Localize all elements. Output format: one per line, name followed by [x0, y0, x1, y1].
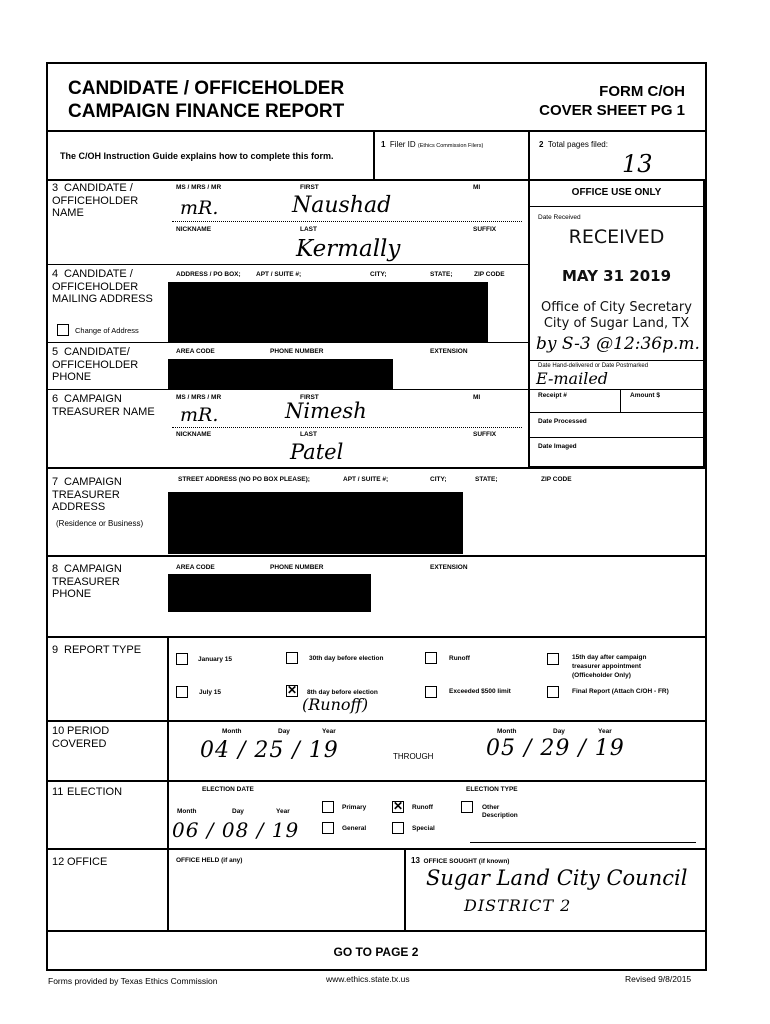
report-january-15-checkbox[interactable]	[176, 653, 188, 665]
election-primary-checkbox[interactable]	[322, 801, 334, 813]
office-held-label: OFFICE HELD (if any)	[176, 857, 243, 864]
section-11-label	[52, 786, 122, 799]
s6-nickname-label: NICKNAME	[176, 431, 212, 438]
redacted-treasurer-phone	[168, 574, 371, 612]
instruction-text: The C/OH Instruction Guide explains how to complete this form.	[60, 151, 334, 161]
redacted-treasurer-address	[168, 492, 463, 554]
cover-sheet-label: COVER SHEET PG 1	[539, 102, 685, 119]
report-july-15-checkbox[interactable]	[176, 686, 188, 698]
report-final-label: Final Report (Attach C/OH - FR)	[572, 688, 669, 695]
section-12-num: 12	[52, 856, 65, 868]
total-pages-num: 2	[539, 140, 544, 149]
section-13-num: 13	[411, 856, 420, 865]
s10-from-month-label: Month	[222, 728, 242, 735]
office-sought-label	[411, 856, 509, 865]
report-15th-day-line3: (Officeholder Only)	[572, 672, 631, 679]
report-8th-day-label: 8th day before election	[307, 689, 378, 696]
s10-from-day-label: Day	[278, 728, 290, 735]
election-special-checkbox[interactable]	[392, 822, 404, 834]
section-4-text: CANDIDATE / OFFICEHOLDER MAILING ADDRESS	[52, 268, 153, 305]
s10-to-year-label: Year	[598, 728, 612, 735]
amount-label: Amount $	[630, 392, 660, 399]
s8-ext-label: EXTENSION	[430, 564, 468, 571]
election-date-field[interactable]: 06 / 08 / 19	[172, 818, 300, 842]
section-8-num: 8	[52, 563, 59, 575]
election-runoff-checkbox[interactable]	[392, 801, 404, 813]
report-15th-day-label	[572, 653, 646, 680]
form-title	[68, 77, 344, 123]
s3-nickname-label: NICKNAME	[176, 226, 212, 233]
report-15th-day-checkbox[interactable]	[547, 653, 559, 665]
section-4-num: 4	[52, 268, 59, 280]
section-12-text: OFFICE	[67, 856, 108, 868]
section-6-text: CAMPAIGN TREASURER NAME	[52, 393, 155, 418]
election-runoff-label: Runoff	[412, 804, 433, 811]
section-8-text: CAMPAIGN TREASURER PHONE	[52, 563, 122, 600]
section-11-text: ELECTION	[67, 786, 123, 798]
s7-residence-label: (Residence or Business)	[56, 519, 144, 528]
office-use-title: OFFICE USE ONLY	[571, 187, 662, 198]
section-8-label	[52, 563, 162, 601]
footer-provider: Forms provided by Texas Ethics Commission	[48, 976, 218, 986]
report-january-15-label: January 15	[198, 656, 232, 663]
redacted-candidate-phone	[168, 359, 393, 389]
date-hand-delivered-label: Date Hand-delivered or Date Postmarked	[538, 363, 649, 369]
candidate-first-name-field[interactable]: Naushad	[292, 193, 392, 218]
s4-address-label: ADDRESS / PO BOX;	[176, 271, 241, 278]
go-to-page-2: GO TO PAGE 2	[333, 945, 419, 959]
s7-apt-label: APT / SUITE #;	[343, 476, 389, 483]
report-runoff-label: Runoff	[449, 655, 470, 662]
s6-first-label: FIRST	[300, 394, 319, 401]
s4-zip-label: ZIP CODE	[474, 271, 505, 278]
s3-prefix-label: MS / MRS / MR	[176, 184, 222, 191]
treasurer-prefix-field[interactable]: mR.	[180, 404, 219, 426]
section-10-num: 10	[52, 725, 65, 737]
s3-mi-label: MI	[473, 184, 481, 191]
total-pages-label	[539, 140, 608, 149]
handwritten-emailed-note: E-mailed	[536, 369, 609, 388]
s6-mi-label: MI	[473, 394, 481, 401]
election-general-checkbox[interactable]	[322, 822, 334, 834]
section-9-text: REPORT TYPE	[64, 644, 142, 656]
s3-first-label: FIRST	[300, 184, 319, 191]
election-other-checkbox[interactable]	[461, 801, 473, 813]
report-runoff-handwritten-note: (Runoff)	[302, 695, 369, 714]
office-sought-line2[interactable]: DISTRICT 2	[464, 896, 572, 915]
filer-id-sub: (Ethics Commission Filers)	[417, 143, 484, 149]
through-label: THROUGH	[393, 752, 434, 761]
treasurer-first-name-field[interactable]: Nimesh	[285, 399, 367, 423]
report-15th-day-line1: 15th day after campaign	[572, 654, 647, 661]
s4-apt-label: APT / SUITE #;	[256, 271, 302, 278]
candidate-last-name-field[interactable]: Kermally	[296, 236, 401, 262]
election-type-label: ELECTION TYPE	[466, 786, 518, 793]
s5-phone-label: PHONE NUMBER	[270, 348, 324, 355]
s4-city-label: CITY;	[370, 271, 387, 278]
s10-from-year-label: Year	[322, 728, 336, 735]
section-10-text: PERIOD COVERED	[52, 725, 110, 750]
section-6-num: 6	[52, 393, 59, 405]
report-15th-day-line2: treasurer appointment	[572, 663, 641, 670]
s5-ext-label: EXTENSION	[430, 348, 468, 355]
footer-website: www.ethics.state.tx.us	[326, 974, 410, 984]
s7-zip-label: ZIP CODE	[541, 476, 572, 483]
section-11-num: 11	[52, 786, 64, 798]
section-5-num: 5	[52, 346, 59, 358]
section-9-num: 9	[52, 644, 59, 656]
election-other-line1: Other	[482, 804, 500, 811]
candidate-prefix-field[interactable]: mR.	[180, 197, 219, 219]
receipt-label: Receipt #	[538, 392, 567, 399]
filer-id-text: Filer ID	[389, 140, 416, 149]
report-exceeded-500-checkbox[interactable]	[425, 686, 437, 698]
section-7-label	[52, 476, 162, 514]
s11-day-label: Day	[232, 808, 244, 815]
s11-month-label: Month	[177, 808, 197, 815]
s8-phone-label: PHONE NUMBER	[270, 564, 324, 571]
s3-last-label: LAST	[300, 226, 317, 233]
report-final-checkbox[interactable]	[547, 686, 559, 698]
date-imaged-label: Date Imaged	[538, 443, 577, 450]
received-date-stamp: MAY 31 2019	[561, 267, 672, 285]
report-exceeded-500-label: Exceeded $500 limit	[449, 688, 511, 695]
report-30th-day-checkbox[interactable]	[286, 652, 298, 664]
office-stamp-line1: Office of City Secretary	[541, 300, 692, 315]
election-other-label	[482, 804, 518, 820]
form-code: FORM C/OH	[599, 83, 685, 100]
form-id	[465, 82, 685, 120]
filer-id-num: 1	[381, 140, 386, 149]
office-sought-line1[interactable]: Sugar Land City Council	[426, 866, 688, 890]
election-other-line2: Description	[482, 812, 518, 819]
report-july-15-label: July 15	[199, 689, 222, 696]
report-runoff-checkbox[interactable]	[425, 652, 437, 664]
report-8th-day-checkbox[interactable]	[286, 685, 298, 697]
s7-city-label: CITY;	[430, 476, 447, 483]
section-3-num: 3	[52, 182, 59, 194]
election-date-label: ELECTION DATE	[202, 786, 254, 793]
election-special-label: Special	[412, 825, 435, 832]
election-primary-label: Primary	[342, 804, 367, 811]
s7-state-label: STATE;	[475, 476, 498, 483]
title-line-2: CAMPAIGN FINANCE REPORT	[68, 101, 345, 122]
election-general-label: General	[342, 825, 367, 832]
title-line-1: CANDIDATE / OFFICEHOLDER	[68, 78, 345, 99]
section-3-label	[52, 182, 162, 220]
section-7-text: CAMPAIGN TREASURER ADDRESS	[52, 476, 122, 513]
section-9-label	[52, 644, 141, 657]
section-10-label	[52, 725, 162, 750]
section-5-label	[52, 346, 162, 384]
s6-prefix-label: MS / MRS / MR	[176, 394, 222, 401]
s11-year-label: Year	[276, 808, 290, 815]
handwritten-receipt-note: by S-3 @12:36p.m.	[536, 334, 700, 354]
s10-to-day-label: Day	[553, 728, 565, 735]
section-5-text: CANDIDATE/ OFFICEHOLDER PHONE	[52, 346, 139, 383]
section-13-text: OFFICE SOUGHT (if known)	[423, 858, 510, 865]
section-12-label	[52, 856, 107, 869]
treasurer-last-name-field[interactable]: Patel	[290, 440, 344, 464]
date-received-label: Date Received	[538, 214, 581, 221]
period-from-date-field[interactable]: 04 / 25 / 19	[200, 738, 339, 763]
change-of-address-label: Change of Address	[75, 326, 139, 335]
s6-suffix-label: SUFFIX	[473, 431, 497, 438]
redacted-mailing-address	[168, 282, 488, 342]
period-to-date-field[interactable]: 05 / 29 / 19	[486, 736, 625, 761]
total-pages-text: Total pages filed:	[547, 140, 608, 149]
footer-revised: Revised 9/8/2015	[625, 974, 692, 984]
office-stamp-line2: City of Sugar Land, TX	[543, 316, 690, 331]
filer-id-label	[381, 140, 483, 149]
received-stamp: RECEIVED	[568, 226, 665, 248]
s7-street-label: STREET ADDRESS (NO PO BOX PLEASE);	[178, 476, 310, 483]
report-30th-day-label: 30th day before election	[309, 655, 384, 662]
s8-area-label: AREA CODE	[176, 564, 215, 571]
change-of-address-checkbox[interactable]	[57, 324, 69, 336]
section-4-label	[52, 268, 162, 306]
section-3-text: CANDIDATE / OFFICEHOLDER NAME	[52, 182, 139, 219]
section-7-num: 7	[52, 476, 59, 488]
s3-suffix-label: SUFFIX	[473, 226, 497, 233]
total-pages-value[interactable]: 13	[622, 150, 653, 178]
section-6-label	[52, 393, 162, 418]
s5-area-label: AREA CODE	[176, 348, 215, 355]
s6-last-label: LAST	[300, 431, 317, 438]
s10-to-month-label: Month	[497, 728, 517, 735]
date-processed-label: Date Processed	[538, 418, 587, 425]
s4-state-label: STATE;	[430, 271, 453, 278]
